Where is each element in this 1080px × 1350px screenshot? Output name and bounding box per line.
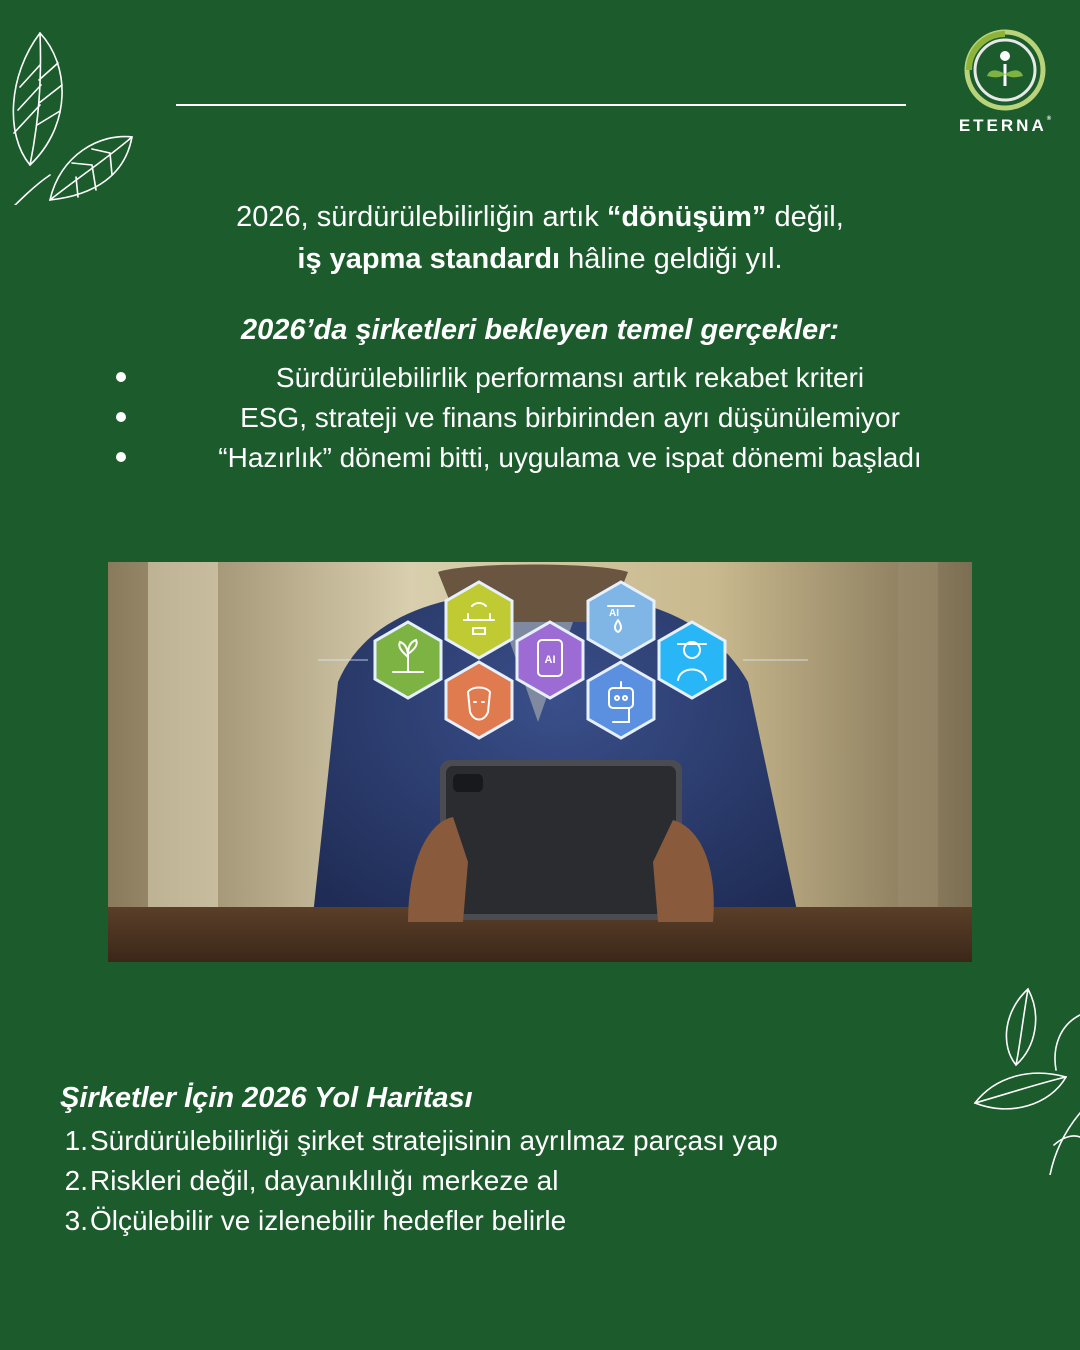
bullet-icon	[116, 452, 126, 462]
list-item-text: Riskleri değil, dayanıklılığı merkeze al	[90, 1165, 559, 1196]
ai-label: AI	[609, 608, 619, 619]
headline-line-2	[100, 238, 980, 280]
bullet-icon	[116, 372, 126, 382]
trademark: ®	[1046, 116, 1052, 122]
headline-text: 2026, sürdürülebilirliğin artık	[236, 201, 607, 233]
logo-text: ETERNA	[958, 116, 1047, 135]
list-number: 2.	[64, 1165, 88, 1196]
leaf-decoration-icon	[0, 25, 140, 205]
ai-label: AI	[544, 654, 556, 666]
headline-text: hâline geldiği yıl.	[560, 243, 783, 275]
headline-line-1	[100, 196, 980, 238]
bullet-icon	[116, 412, 126, 422]
leaf-decoration-icon	[970, 985, 1080, 1175]
list-item-text: Sürdürülebilirlik performansı artık rekabet kriteri	[275, 362, 865, 393]
facts-title: 2026’da şirketleri bekleyen temel gerçekler:	[240, 314, 840, 346]
roadmap-list	[58, 1121, 958, 1241]
list-item	[110, 358, 990, 398]
roadmap-title: Şirketler İçin 2026 Yol Haritası	[60, 1082, 473, 1114]
list-item	[110, 398, 990, 438]
list-number: 1.	[64, 1125, 88, 1156]
eterna-logo	[950, 28, 1060, 140]
list-item	[58, 1161, 958, 1201]
headline-text: değil,	[766, 201, 844, 233]
headline-emphasis: “dönüşüm”	[606, 201, 767, 233]
list-item-text: Sürdürülebilirliği şirket stratejisinin ayrılmaz parçası yap	[90, 1125, 778, 1156]
headline	[100, 196, 980, 280]
hero-photo	[108, 562, 972, 962]
headline-emphasis: iş yapma standardı	[297, 243, 561, 275]
list-item-text: “Hazırlık” dönemi bitti, uygulama ve ispat dönemi başladı	[218, 442, 922, 473]
list-item-text: ESG, strateji ve finans birbirinden ayrı düşünülemiyor	[240, 402, 900, 433]
list-item	[58, 1121, 958, 1161]
list-number: 3.	[64, 1205, 88, 1236]
header-divider	[176, 104, 906, 106]
list-item	[110, 438, 990, 478]
list-item	[58, 1201, 958, 1241]
list-item-text: Ölçülebilir ve izlenebilir hedefler belirle	[90, 1205, 567, 1236]
eterna-logo-icon	[959, 28, 1051, 116]
facts-list	[110, 358, 990, 478]
